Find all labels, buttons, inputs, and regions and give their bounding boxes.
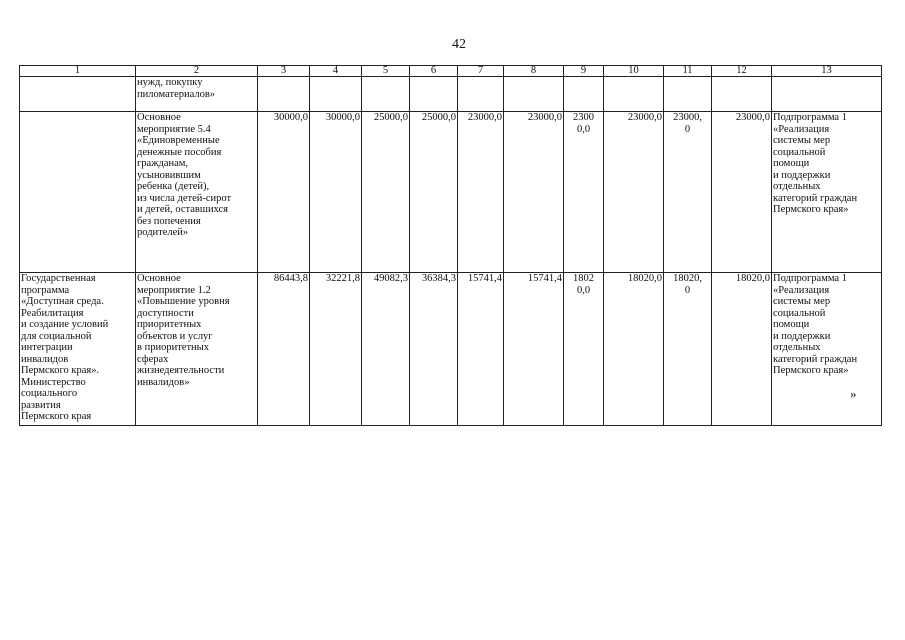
header-cell: 6 [410,66,458,77]
header-cell: 3 [258,66,310,77]
value-cell: 23000,0 [504,112,564,273]
value-cell: 25000,0 [410,112,458,273]
table-cell [458,77,504,112]
value-cell: 15741,4 [458,273,504,426]
activity-cell: Основное мероприятие 5.4 «Единовременные денежные пособия гражданам, усыновившим ребенка (детей), из числа детей-сирот и детей, оставшихся без попечения родителей» [136,112,258,273]
value-cell: 32221,8 [310,273,362,426]
value-cell: 25000,0 [362,112,410,273]
activity-cell: Основное мероприятие 1.2 «Повышение уровня доступности приоритетных объектов и услуг в приоритетных сферах жизнедеятельности инвалидов» [136,273,258,426]
header-cell: 4 [310,66,362,77]
table-cell [258,77,310,112]
header-cell: 8 [504,66,564,77]
value-cell: 2300 0,0 [564,112,604,273]
table-cell [712,77,772,112]
table-cell [504,77,564,112]
header-cell: 7 [458,66,504,77]
value-cell: 1802 0,0 [564,273,604,426]
value-cell: 18020,0 [604,273,664,426]
header-cell: 12 [712,66,772,77]
subprogram-cell: Подпрограмма 1 «Реализация системы мер социальной помощи и поддержки отдельных категорий граждан Пермского края» [772,112,882,273]
header-cell: 1 [20,66,136,77]
value-cell: 18020,0 [712,273,772,426]
value-cell: 15741,4 [504,273,564,426]
table-row [20,112,882,273]
program-cell [20,112,136,273]
program-cell: Государственная программа «Доступная среда. Реабилитация и создание условий для социальной интеграции инвалидов Пермского края». Министерство социального развития Пермского края [20,273,136,426]
budget-table [19,65,882,426]
table-cell [310,77,362,112]
table-cell [20,77,136,112]
table-cell [564,77,604,112]
table-cell [772,77,882,112]
activity-cell: нужд, покупку пиломатериалов» [136,77,258,112]
table-cell [410,77,458,112]
value-cell: 23000,0 [712,112,772,273]
header-cell: 9 [564,66,604,77]
header-cell: 5 [362,66,410,77]
header-cell: 2 [136,66,258,77]
page-number: 42 [452,37,466,52]
value-cell: 30000,0 [258,112,310,273]
value-cell: 49082,3 [362,273,410,426]
table-row [20,77,882,112]
value-cell: 86443,8 [258,273,310,426]
value-cell: 36384,3 [410,273,458,426]
table-row [20,273,882,426]
value-cell: 23000,0 [604,112,664,273]
header-cell: 13 [772,66,882,77]
subprogram-cell: Подпрограмма 1 «Реализация системы мер социальной помощи и поддержки отдельных категорий граждан Пермского края» [772,273,882,426]
table-cell [362,77,410,112]
table-header-row [20,66,882,77]
value-cell: 18020, 0 [664,273,712,426]
header-cell: 10 [604,66,664,77]
value-cell: 23000, 0 [664,112,712,273]
table-cell [604,77,664,112]
value-cell: 23000,0 [458,112,504,273]
table-cell [664,77,712,112]
header-cell: 11 [664,66,712,77]
value-cell: 30000,0 [310,112,362,273]
closing-quote: » [850,386,857,401]
